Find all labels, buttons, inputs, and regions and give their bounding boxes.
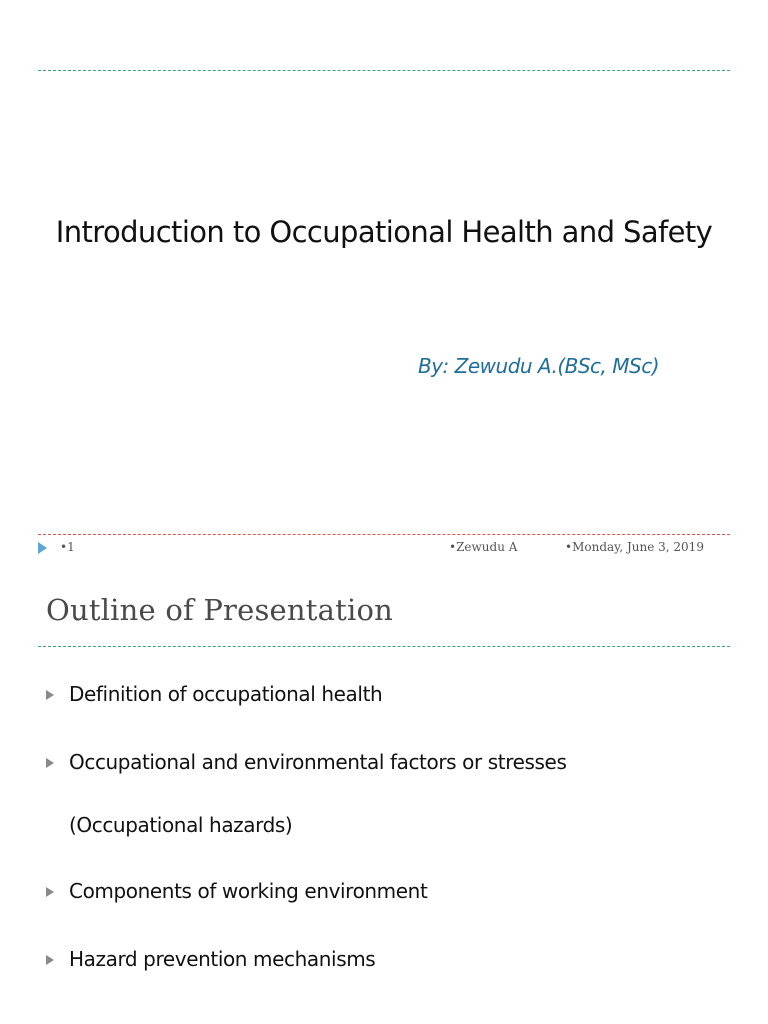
list-item-text: Hazard prevention mechanisms — [69, 947, 376, 971]
slide-number: •1 — [60, 540, 75, 554]
author-byline: By: Zewudu A.(BSc, MSc) — [418, 354, 660, 378]
list-item-text: Components of working environment — [69, 879, 428, 903]
footer-divider — [38, 534, 730, 535]
slide-footer — [0, 538, 768, 558]
arrow-bullet-icon — [46, 690, 54, 700]
footer-author: •Zewudu A — [449, 540, 518, 554]
top-divider — [38, 70, 730, 71]
arrow-bullet-icon — [46, 955, 54, 965]
list-item-continuation: (Occupational hazards) — [69, 813, 293, 837]
outline-divider — [38, 646, 730, 647]
arrow-bullet-icon — [46, 758, 54, 768]
outline-title: Outline of Presentation — [46, 593, 393, 627]
list-item-text: Definition of occupational health — [69, 682, 383, 706]
play-triangle-icon — [38, 542, 47, 554]
arrow-bullet-icon — [46, 887, 54, 897]
slide-title: Introduction to Occupational Health and Safety — [55, 215, 713, 249]
list-item-text: Occupational and environmental factors or stresses — [69, 750, 567, 774]
footer-date: •Monday, June 3, 2019 — [565, 540, 704, 554]
